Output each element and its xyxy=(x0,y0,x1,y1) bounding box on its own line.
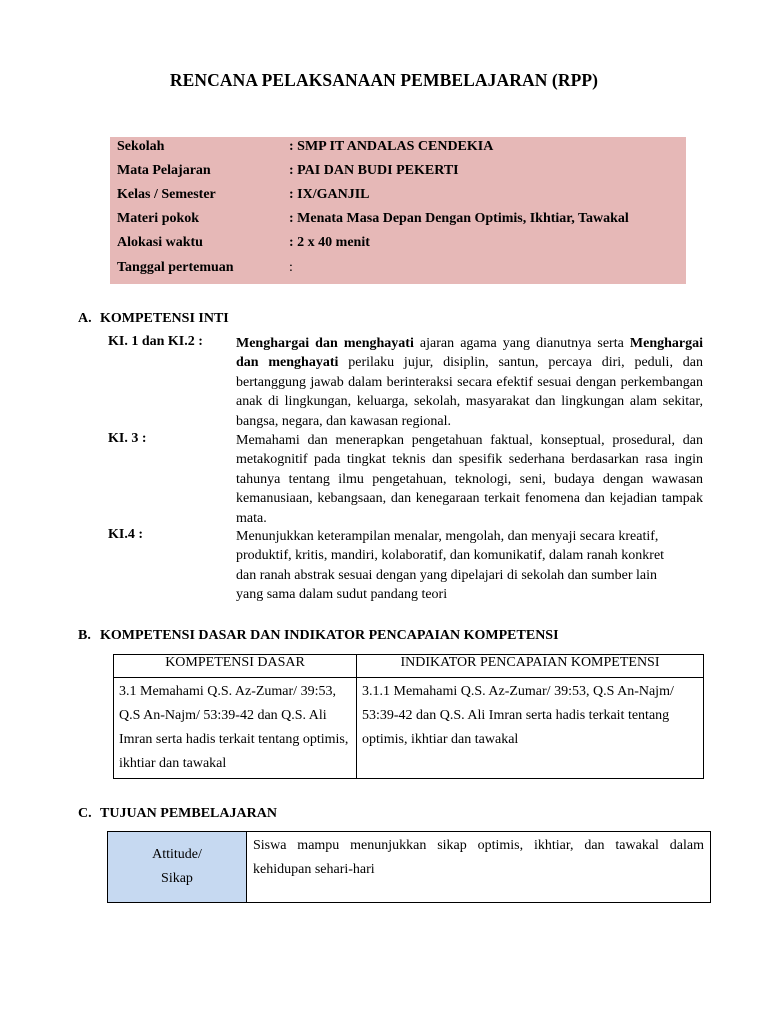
ki4-label: KI.4 : xyxy=(108,527,143,542)
section-letter: A. xyxy=(78,311,92,326)
attitude-label-cell xyxy=(108,832,247,903)
ki3-text: Memahami dan menerapkan pengetahuan faktual, konseptual, prosedural, dan metakognitif pada tingkat teknis dan spesifik sederhana berdasarkan rasa ingin tahunya tentang ilmu pengetahuan, teknologi, seni, budaya dengan wawasan kemanusiaan, kebangsaan, dan kenegaraan terkait fenomena dan kejadian tampak mata. xyxy=(236,433,703,526)
ki12-text xyxy=(236,334,703,431)
info-value: : SMP IT ANDALAS CENDEKIA xyxy=(289,139,493,155)
ipk-header: INDIKATOR PENCAPAIAN KOMPETENSI xyxy=(357,655,704,678)
ki3-label: KI. 3 : xyxy=(108,431,147,446)
info-value: : 2 x 40 menit xyxy=(289,235,370,251)
info-value: : IX/GANJIL xyxy=(289,187,370,203)
table-header-row xyxy=(114,655,704,678)
info-label: Tanggal pertemuan xyxy=(117,260,234,275)
section-a-heading xyxy=(78,311,229,327)
ki12-bold-2: Menghargai dan menghayati xyxy=(236,336,703,371)
attitude-label-line-2: Sikap xyxy=(161,871,193,886)
section-c-heading xyxy=(78,806,277,822)
info-label: Sekolah xyxy=(117,139,165,154)
ki12-label: KI. 1 dan KI.2 : xyxy=(108,334,203,349)
info-value: : Menata Masa Depan Dengan Optimis, Ikhtiar, Tawakal xyxy=(289,211,629,227)
table-row xyxy=(108,832,711,903)
kd-ipk-table xyxy=(113,654,704,779)
identity-box xyxy=(110,137,686,284)
ki4-text: Menunjukkan keterampilan menalar, mengolah, dan menyaji secara kreatif, produktif, kritis, mandiri, kolaboratif, dan komunikatif, dalam ranah konkret dan ranah abstrak sesuai dengan yang dipelajari di sekolah dan sumber lain yang sama dalam sudut pandang teori xyxy=(236,529,665,603)
ki12-text-2: perilaku jujur, disiplin, santun, percaya diri, peduli, dan bertanggung jawab dalam berinteraksi secara efektif sesuai dengan perkembangan anak di lingkungan, keluarga, sekolah, masyarakat dan lingkungan alam sekitar, bangsa, negara, dan kawasan regional. xyxy=(236,355,703,429)
table-row xyxy=(114,678,704,779)
section-letter: B. xyxy=(78,628,91,643)
kd-header: KOMPETENSI DASAR xyxy=(114,655,357,678)
section-letter: C. xyxy=(78,806,92,821)
section-title: KOMPETENSI DASAR DAN INDIKATOR PENCAPAIAN KOMPETENSI xyxy=(100,628,559,643)
section-title: KOMPETENSI INTI xyxy=(100,311,229,326)
ki12-bold-1: Menghargai dan menghayati xyxy=(236,336,414,351)
info-value xyxy=(289,260,293,276)
info-label: Alokasi waktu xyxy=(117,235,203,250)
attitude-label-line-1: Attitude/ xyxy=(152,847,202,862)
tujuan-table xyxy=(107,831,711,903)
info-value: : PAI DAN BUDI PEKERTI xyxy=(289,163,459,179)
section-title: TUJUAN PEMBELAJARAN xyxy=(100,806,277,821)
attitude-text-cell: Siswa mampu menunjukkan sikap optimis, ikhtiar, dan tawakal dalam kehidupan sehari-hari xyxy=(247,832,711,903)
info-label: Materi pokok xyxy=(117,211,200,226)
section-b-heading xyxy=(78,628,559,644)
info-label: Mata Pelajaran xyxy=(117,163,211,178)
ki12-text-1: ajaran agama yang dianutnya serta xyxy=(413,336,630,351)
document-title: RENCANA PELAKSANAAN PEMBELAJARAN (RPP) xyxy=(169,70,599,90)
info-label: Kelas / Semester xyxy=(117,187,216,202)
ipk-cell: 3.1.1 Memahami Q.S. Az-Zumar/ 39:53, Q.S An-Najm/ 53:39-42 dan Q.S. Ali Imran serta hadis terkait tentang optimis, ikhtiar dan tawakal xyxy=(357,678,704,779)
kd-cell: 3.1 Memahami Q.S. Az-Zumar/ 39:53, Q.S An-Najm/ 53:39-42 dan Q.S. Ali Imran serta hadis terkait tentang optimis, ikhtiar dan tawakal xyxy=(114,678,357,779)
